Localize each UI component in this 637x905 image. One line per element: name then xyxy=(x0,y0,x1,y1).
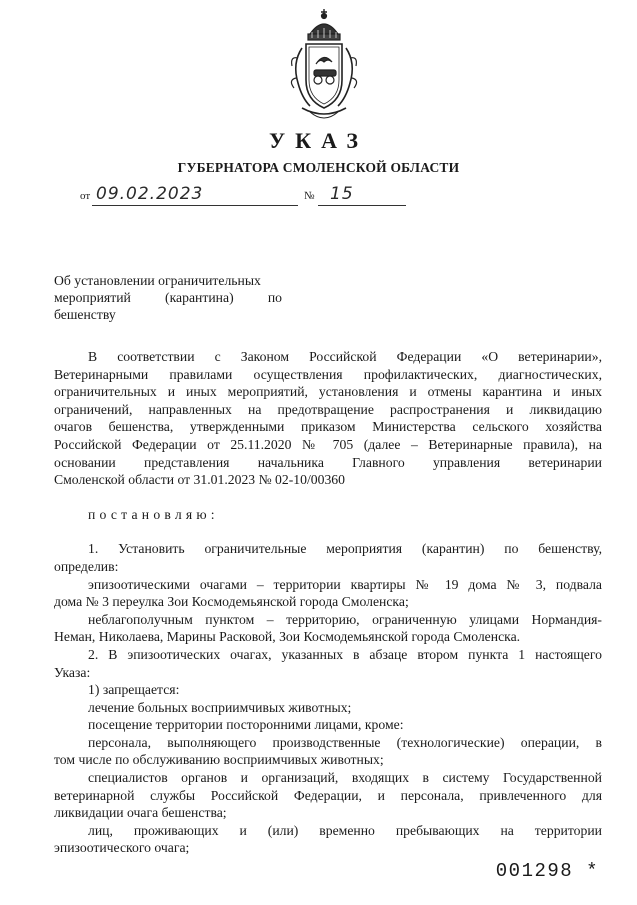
number-underline xyxy=(318,205,406,206)
preamble-line: Российской Федерации от 25.11.2020 № 705 (далее – Ветеринарные правила), на xyxy=(54,436,602,452)
paragraph-2-1c: персонала, выполняющего производственные (технологические) операции, в xyxy=(88,734,602,750)
paragraph-2-1d-cont2: ликвидации очага бешенства; xyxy=(54,805,227,821)
preamble-line: очагов бешенства, утвержденными приказом Министерства сельского хозяйства xyxy=(54,419,602,435)
paragraph-2-1c-cont: том числе по обслуживанию восприимчивых животных; xyxy=(54,752,384,768)
date-prefix: от xyxy=(80,190,91,202)
subject-word: по xyxy=(267,290,282,305)
paragraph-1-unfavorable: неблагополучным пунктом – территорию, ограниченную улицами Нормандия- xyxy=(88,611,602,627)
form-serial-number: 001298 * xyxy=(495,860,599,882)
preamble-line: Ветеринарными правилами осуществления профилактических, диагностических, xyxy=(54,366,602,382)
paragraph-2-cont: Указа: xyxy=(54,664,91,680)
preamble-line: ограничительных и иных мероприятий, установления и отмены карантина и иных xyxy=(54,384,602,400)
date-number-line xyxy=(80,184,354,208)
document-title: УКАЗ xyxy=(268,128,369,153)
paragraph-1: 1. Установить ограничительные мероприятия (карантин) по бешенству, xyxy=(88,541,602,557)
paragraph-2-1a: лечение больных восприимчивых животных; xyxy=(88,699,352,715)
paragraph-2-1d-cont: ветеринарной службы Российской Федерации, и персонала, привлеченного для xyxy=(54,787,602,803)
paragraph-1-foci-cont: дома № 3 переулка Зои Космодемьянской города Смоленска; xyxy=(54,594,409,610)
subject-line-1: Об установлении ограничительных xyxy=(54,273,261,288)
document-subject xyxy=(54,272,282,323)
subject-word: (карантина) xyxy=(165,290,234,305)
paragraph-1-unfavorable-cont: Неман, Николаева, Марины Расковой, Зои Космодемьянской города Смоленска. xyxy=(54,629,521,645)
preamble-line: основании представления начальника Главного управления ветеринарии xyxy=(54,454,602,470)
preamble-line: В соответствии с Законом Российской Федерации «О ветеринарии», xyxy=(88,349,602,364)
number-prefix: № xyxy=(304,190,315,202)
resolution-word: постановляю: xyxy=(88,506,219,522)
paragraph-2-1: 1) запрещается: xyxy=(88,682,180,698)
subject-word: мероприятий xyxy=(54,290,131,305)
handwritten-number: 15 xyxy=(330,184,354,204)
paragraph-2-1d: специалистов органов и организаций, входящих в систему Государственной xyxy=(88,770,602,786)
date-underline xyxy=(92,205,298,206)
preamble-line: Смоленской области от 31.01.2023 № 02-10/00360 xyxy=(54,472,345,488)
paragraph-1-cont: определив: xyxy=(54,558,119,574)
document-body xyxy=(54,348,602,857)
document-issuer: ГУБЕРНАТОРА СМОЛЕНСКОЙ ОБЛАСТИ xyxy=(177,160,460,175)
paragraph-2-1b: посещение территории посторонними лицами, кроме: xyxy=(88,717,404,733)
paragraph-2: 2. В эпизоотических очагах, указанных в абзаце втором пункта 1 настоящего xyxy=(88,646,602,662)
subject-line-3: бешенству xyxy=(54,307,116,322)
subject-line-2 xyxy=(54,289,282,306)
preamble-line: ограничений, направленных на предотвращение распространения и ликвидацию xyxy=(54,401,602,417)
paragraph-2-1e: лиц, проживающих и (или) временно пребывающих на территории xyxy=(88,822,602,838)
coat-of-arms-emblem xyxy=(288,8,360,126)
paragraph-2-1e-cont: эпизоотического очага; xyxy=(54,840,190,856)
handwritten-date: 09.02.2023 xyxy=(96,184,204,204)
paragraph-1-foci: эпизоотическими очагами – территории квартиры № 19 дома № 3, подвала xyxy=(88,576,602,592)
